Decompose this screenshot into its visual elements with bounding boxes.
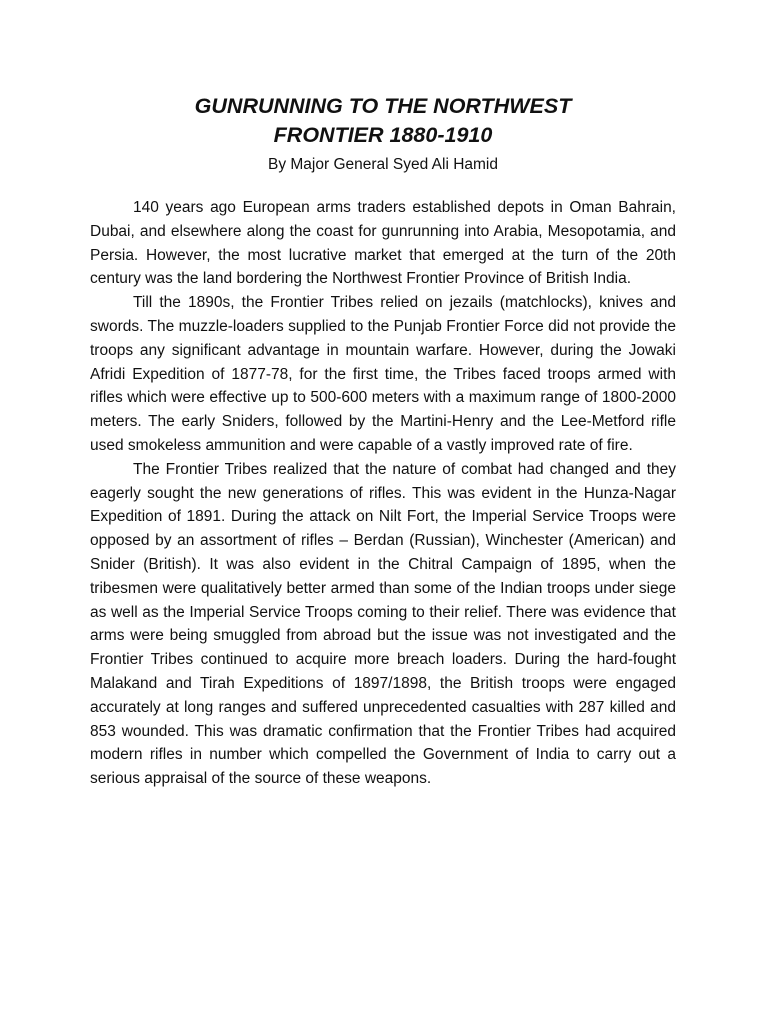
paragraph-2: Till the 1890s, the Frontier Tribes relied on jezails (matchlocks), knives and swords. The muzzle-loaders supplied to the Punjab Frontier Force did not provide the troops any significant advantage in mountain warfare. However, during the Jowaki Afridi Expedition of 1877-78, for the first time, the Tribes faced troops armed with rifles which were effective up to 500-600 meters with a maximum range of 1800-2000 meters. The early Sniders, followed by the Martini-Henry and the Lee-Metford rifle used smokeless ammunition and were capable of a vastly improved rate of fire. xyxy=(90,294,676,454)
document-page xyxy=(90,0,676,791)
title-line-2: FRONTIER 1880-1910 xyxy=(273,123,493,147)
title-line-1: GUNRUNNING TO THE NORTHWEST xyxy=(194,94,572,118)
author-byline: By Major General Syed Ali Hamid xyxy=(267,156,498,173)
document-title xyxy=(90,92,676,150)
article-body xyxy=(90,196,676,791)
paragraph-1: 140 years ago European arms traders established depots in Oman Bahrain, Dubai, and elsewhere along the coast for gunrunning into Arabia, Mesopotamia, and Persia. However, the most lucrative market that emerged at the turn of the 20th century was the land bordering the Northwest Frontier Province of British India. xyxy=(90,199,676,288)
paragraph-3: The Frontier Tribes realized that the nature of combat had changed and they eagerly sought the new generations of rifles. This was evident in the Hunza-Nagar Expedition of 1891. During the attack on Nilt Fort, the Imperial Service Troops were opposed by an assortment of rifles – Berdan (Russian), Winchester (American) and Snider (British). It was also evident in the Chitral Campaign of 1895, when the tribesmen were qualitatively better armed than some of the Indian troops under siege as well as the Imperial Service Troops coming to their relief. There was evidence that arms were being smuggled from abroad but the issue was not investigated and the Frontier Tribes continued to acquire more breach loaders. During the hard-fought Malakand and Tirah Expeditions of 1897/1898, the British troops were engaged accurately at long ranges and suffered unprecedented casualties with 287 killed and 853 wounded. This was dramatic confirmation that the Frontier Tribes had acquired modern rifles in number which compelled the Government of India to carry out a serious appraisal of the source of these weapons. xyxy=(90,460,676,788)
